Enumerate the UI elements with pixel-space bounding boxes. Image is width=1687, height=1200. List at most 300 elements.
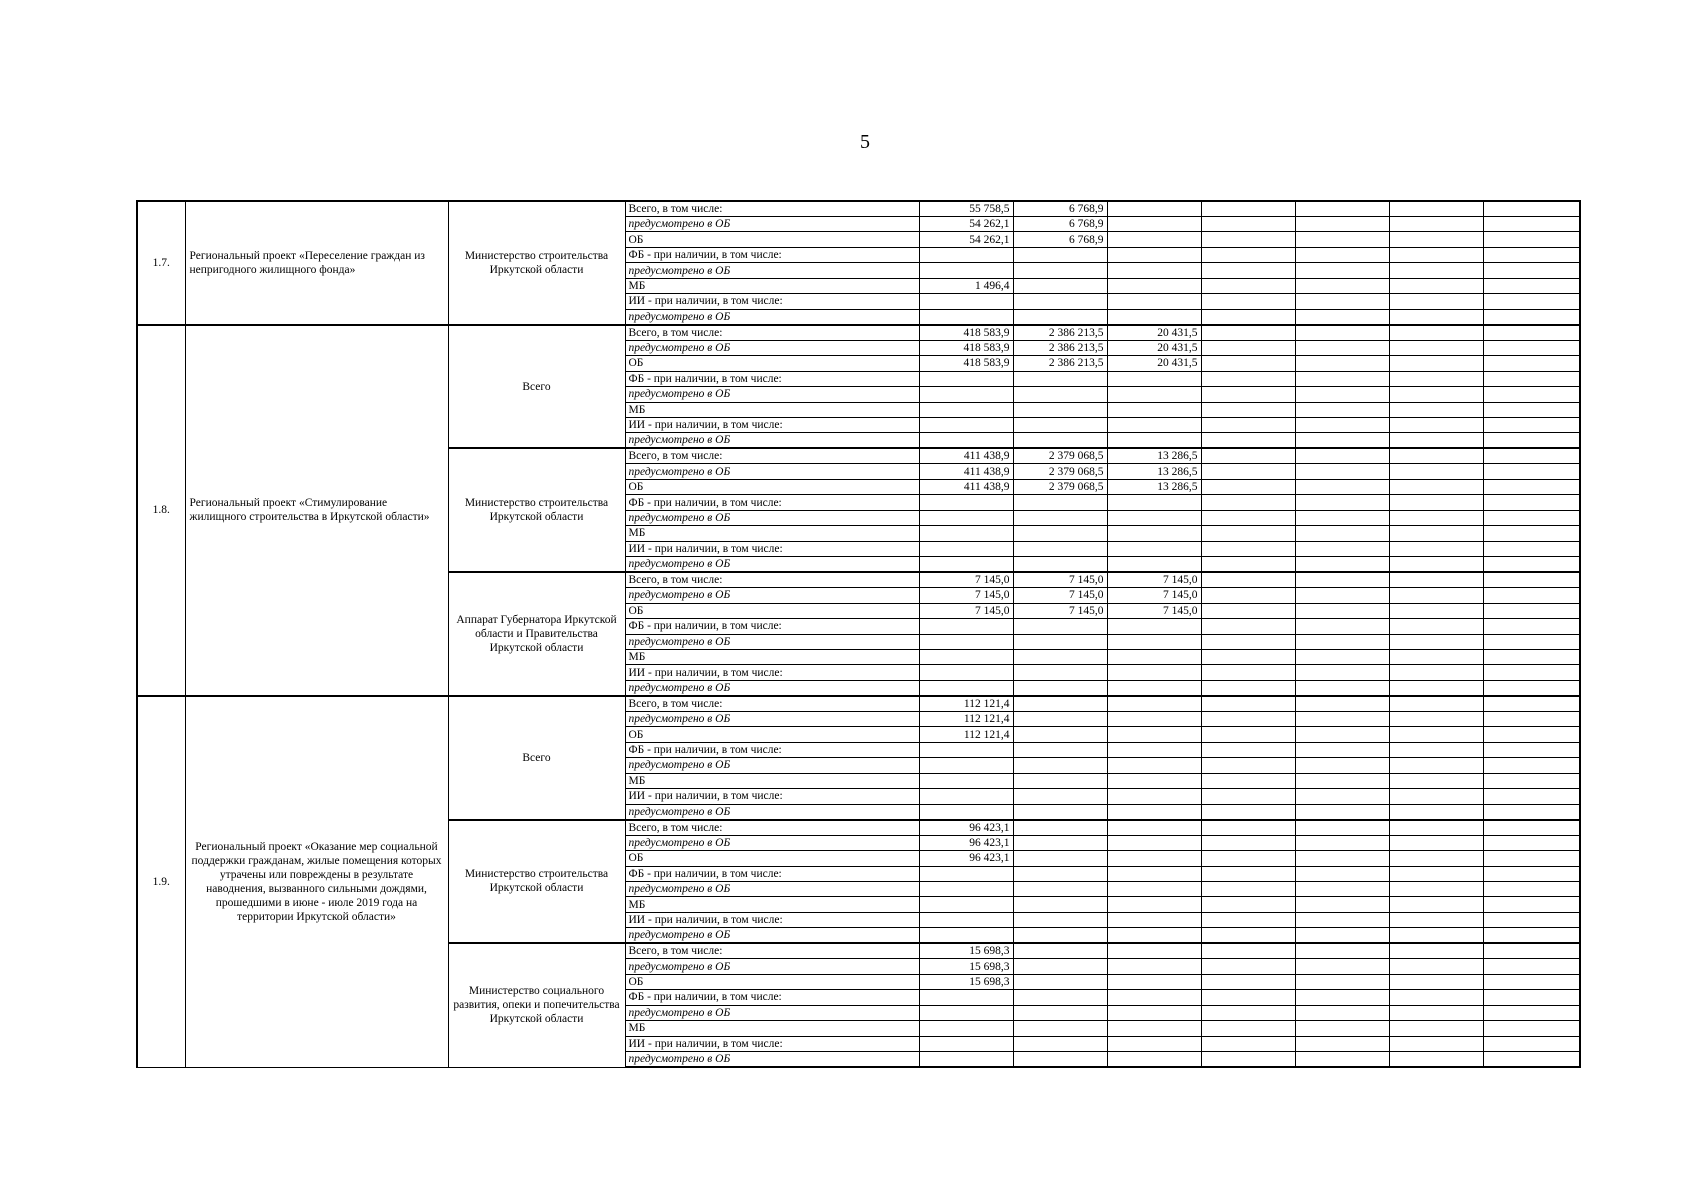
empty-cell (1295, 990, 1389, 1005)
empty-cell (1483, 247, 1580, 262)
amount-cell (1107, 263, 1201, 278)
funding-source: предусмотрено в ОБ (625, 804, 919, 820)
empty-cell (1483, 495, 1580, 510)
empty-cell (1483, 619, 1580, 634)
empty-cell (1201, 1021, 1295, 1036)
amount-cell (1013, 402, 1107, 417)
empty-cell (1201, 232, 1295, 247)
empty-cell (1295, 974, 1389, 989)
empty-cell (1201, 866, 1295, 881)
empty-cell (1201, 510, 1295, 525)
empty-cell (1483, 387, 1580, 402)
amount-cell (919, 1005, 1013, 1020)
empty-cell (1389, 201, 1483, 217)
empty-cell (1201, 804, 1295, 820)
amount-cell (1107, 943, 1201, 959)
amount-cell: 96 423,1 (919, 835, 1013, 850)
funding-source: предусмотрено в ОБ (625, 1005, 919, 1020)
amount-cell (1013, 990, 1107, 1005)
empty-cell (1389, 356, 1483, 371)
amount-cell (1107, 1052, 1201, 1068)
empty-cell (1201, 448, 1295, 464)
amount-cell: 55 758,5 (919, 201, 1013, 217)
empty-cell (1483, 634, 1580, 649)
amount-cell (1107, 742, 1201, 757)
amount-cell (1013, 851, 1107, 866)
empty-cell (1483, 340, 1580, 355)
funding-source: предусмотрено в ОБ (625, 464, 919, 479)
empty-cell (1389, 804, 1483, 820)
empty-cell (1295, 680, 1389, 696)
empty-cell (1483, 448, 1580, 464)
funding-source: предусмотрено в ОБ (625, 510, 919, 525)
empty-cell (1483, 959, 1580, 974)
empty-cell (1295, 1036, 1389, 1051)
amount-cell: 20 431,5 (1107, 340, 1201, 355)
funding-source: ОБ (625, 727, 919, 742)
empty-cell (1483, 526, 1580, 541)
empty-cell (1389, 727, 1483, 742)
empty-cell (1201, 294, 1295, 309)
empty-cell (1201, 247, 1295, 262)
empty-cell (1201, 928, 1295, 944)
empty-cell (1389, 711, 1483, 726)
amount-cell: 2 379 068,5 (1013, 448, 1107, 464)
funding-source: МБ (625, 773, 919, 788)
funding-source: ФБ - при наличии, в том числе: (625, 371, 919, 386)
amount-cell (1013, 634, 1107, 649)
empty-cell (1389, 665, 1483, 680)
item-number: 1.8. (137, 325, 185, 696)
amount-cell (1107, 619, 1201, 634)
empty-cell (1483, 263, 1580, 278)
empty-cell (1483, 773, 1580, 788)
empty-cell (1295, 325, 1389, 341)
empty-cell (1201, 309, 1295, 325)
amount-cell (919, 294, 1013, 309)
empty-cell (1201, 820, 1295, 836)
amount-cell: 96 423,1 (919, 851, 1013, 866)
empty-cell (1295, 510, 1389, 525)
empty-cell (1201, 649, 1295, 664)
amount-cell (919, 1036, 1013, 1051)
amount-cell (1107, 758, 1201, 773)
empty-cell (1201, 1036, 1295, 1051)
empty-cell (1201, 680, 1295, 696)
amount-cell (1013, 557, 1107, 573)
amount-cell (919, 557, 1013, 573)
empty-cell (1295, 433, 1389, 449)
empty-cell (1201, 526, 1295, 541)
empty-cell (1389, 820, 1483, 836)
amount-cell (1013, 758, 1107, 773)
empty-cell (1389, 526, 1483, 541)
amount-cell (919, 526, 1013, 541)
empty-cell (1389, 510, 1483, 525)
funding-source: ИИ - при наличии, в том числе: (625, 665, 919, 680)
empty-cell (1201, 325, 1295, 341)
amount-cell (1107, 232, 1201, 247)
empty-cell (1483, 541, 1580, 556)
empty-cell (1389, 495, 1483, 510)
empty-cell (1201, 851, 1295, 866)
funding-source: ФБ - при наличии, в том числе: (625, 247, 919, 262)
empty-cell (1389, 974, 1483, 989)
amount-cell (1107, 974, 1201, 989)
amount-cell (1107, 881, 1201, 896)
amount-cell: 112 121,4 (919, 696, 1013, 712)
amount-cell (1013, 387, 1107, 402)
empty-cell (1201, 881, 1295, 896)
empty-cell (1483, 789, 1580, 804)
amount-cell (919, 619, 1013, 634)
amount-cell: 13 286,5 (1107, 464, 1201, 479)
amount-cell: 2 379 068,5 (1013, 479, 1107, 494)
amount-cell (1013, 897, 1107, 912)
amount-cell (1013, 495, 1107, 510)
amount-cell: 20 431,5 (1107, 325, 1201, 341)
amount-cell: 20 431,5 (1107, 356, 1201, 371)
funding-source: Всего, в том числе: (625, 943, 919, 959)
empty-cell (1483, 742, 1580, 757)
amount-cell: 411 438,9 (919, 464, 1013, 479)
empty-cell (1483, 881, 1580, 896)
amount-cell (1107, 866, 1201, 881)
amount-cell (1013, 371, 1107, 386)
funding-source: предусмотрено в ОБ (625, 588, 919, 603)
amount-cell (1013, 943, 1107, 959)
empty-cell (1201, 387, 1295, 402)
empty-cell (1295, 402, 1389, 417)
amount-cell (1107, 680, 1201, 696)
empty-cell (1483, 1005, 1580, 1020)
amount-cell (1013, 526, 1107, 541)
funding-source: ФБ - при наличии, в том числе: (625, 495, 919, 510)
amount-cell (1107, 402, 1201, 417)
funding-source: ОБ (625, 974, 919, 989)
amount-cell (1107, 387, 1201, 402)
empty-cell (1483, 727, 1580, 742)
empty-cell (1295, 356, 1389, 371)
amount-cell (919, 1021, 1013, 1036)
empty-cell (1201, 773, 1295, 788)
empty-cell (1201, 665, 1295, 680)
empty-cell (1295, 959, 1389, 974)
empty-cell (1201, 897, 1295, 912)
funding-source: ФБ - при наличии, в том числе: (625, 990, 919, 1005)
empty-cell (1389, 278, 1483, 293)
amount-cell (1013, 665, 1107, 680)
funding-source: ОБ (625, 603, 919, 618)
empty-cell (1389, 572, 1483, 588)
empty-cell (1295, 711, 1389, 726)
amount-cell (1107, 649, 1201, 664)
amount-cell: 6 768,9 (1013, 232, 1107, 247)
empty-cell (1201, 217, 1295, 232)
empty-cell (1295, 526, 1389, 541)
empty-cell (1483, 943, 1580, 959)
responsible-executor: Министерство строительства Иркутской области (448, 201, 625, 325)
empty-cell (1201, 278, 1295, 293)
empty-cell (1389, 866, 1483, 881)
empty-cell (1389, 1021, 1483, 1036)
amount-cell (919, 804, 1013, 820)
empty-cell (1201, 557, 1295, 573)
amount-cell (1107, 928, 1201, 944)
empty-cell (1483, 1036, 1580, 1051)
amount-cell: 1 496,4 (919, 278, 1013, 293)
funding-source: Всего, в том числе: (625, 572, 919, 588)
amount-cell (1013, 309, 1107, 325)
funding-source: ИИ - при наличии, в том числе: (625, 789, 919, 804)
amount-cell (919, 649, 1013, 664)
funding-source: ФБ - при наличии, в том числе: (625, 866, 919, 881)
amount-cell: 6 768,9 (1013, 217, 1107, 232)
empty-cell (1295, 572, 1389, 588)
amount-cell (919, 742, 1013, 757)
empty-cell (1483, 835, 1580, 850)
empty-cell (1483, 680, 1580, 696)
amount-cell (919, 433, 1013, 449)
empty-cell (1389, 634, 1483, 649)
funding-source: Всего, в том числе: (625, 325, 919, 341)
empty-cell (1389, 387, 1483, 402)
empty-cell (1483, 510, 1580, 525)
empty-cell (1295, 773, 1389, 788)
amount-cell (919, 758, 1013, 773)
empty-cell (1201, 789, 1295, 804)
amount-cell (919, 417, 1013, 432)
table-row (137, 325, 1580, 341)
empty-cell (1295, 588, 1389, 603)
amount-cell (1107, 820, 1201, 836)
empty-cell (1389, 417, 1483, 432)
amount-cell (1107, 217, 1201, 232)
empty-cell (1483, 201, 1580, 217)
amount-cell (919, 541, 1013, 556)
amount-cell (1107, 278, 1201, 293)
amount-cell: 112 121,4 (919, 711, 1013, 726)
empty-cell (1483, 665, 1580, 680)
empty-cell (1295, 294, 1389, 309)
funding-source: ФБ - при наличии, в том числе: (625, 742, 919, 757)
amount-cell: 418 583,9 (919, 356, 1013, 371)
funding-source: ОБ (625, 479, 919, 494)
empty-cell (1201, 356, 1295, 371)
empty-cell (1295, 665, 1389, 680)
empty-cell (1201, 1052, 1295, 1068)
amount-cell (1013, 804, 1107, 820)
empty-cell (1389, 897, 1483, 912)
empty-cell (1201, 588, 1295, 603)
amount-cell (1013, 433, 1107, 449)
empty-cell (1483, 928, 1580, 944)
amount-cell: 13 286,5 (1107, 479, 1201, 494)
amount-cell (1107, 851, 1201, 866)
amount-cell: 7 145,0 (919, 588, 1013, 603)
responsible-executor: Министерство строительства Иркутской области (448, 448, 625, 572)
empty-cell (1295, 371, 1389, 386)
amount-cell: 15 698,3 (919, 943, 1013, 959)
empty-cell (1483, 309, 1580, 325)
empty-cell (1483, 758, 1580, 773)
amount-cell (1107, 294, 1201, 309)
funding-source: МБ (625, 278, 919, 293)
amount-cell (1107, 804, 1201, 820)
empty-cell (1295, 851, 1389, 866)
amount-cell (1107, 634, 1201, 649)
amount-cell (1013, 881, 1107, 896)
empty-cell (1295, 649, 1389, 664)
empty-cell (1295, 758, 1389, 773)
empty-cell (1389, 789, 1483, 804)
empty-cell (1201, 417, 1295, 432)
empty-cell (1295, 820, 1389, 836)
funding-source: ИИ - при наличии, в том числе: (625, 912, 919, 927)
empty-cell (1295, 943, 1389, 959)
empty-cell (1389, 928, 1483, 944)
funding-source: предусмотрено в ОБ (625, 387, 919, 402)
amount-cell (1107, 541, 1201, 556)
empty-cell (1295, 897, 1389, 912)
amount-cell: 7 145,0 (1107, 603, 1201, 618)
amount-cell (1013, 417, 1107, 432)
empty-cell (1483, 557, 1580, 573)
empty-cell (1389, 912, 1483, 927)
amount-cell (1107, 417, 1201, 432)
empty-cell (1389, 742, 1483, 757)
funding-source: предусмотрено в ОБ (625, 340, 919, 355)
empty-cell (1483, 1021, 1580, 1036)
empty-cell (1389, 773, 1483, 788)
empty-cell (1483, 278, 1580, 293)
amount-cell: 7 145,0 (1013, 588, 1107, 603)
amount-cell (1107, 247, 1201, 262)
table-row (137, 201, 1580, 217)
empty-cell (1201, 263, 1295, 278)
funding-source: МБ (625, 402, 919, 417)
amount-cell (1013, 773, 1107, 788)
funding-source: Всего, в том числе: (625, 201, 919, 217)
empty-cell (1295, 464, 1389, 479)
funding-source: предусмотрено в ОБ (625, 881, 919, 896)
amount-cell (1013, 820, 1107, 836)
empty-cell (1389, 588, 1483, 603)
empty-cell (1295, 541, 1389, 556)
empty-cell (1483, 603, 1580, 618)
empty-cell (1389, 448, 1483, 464)
amount-cell (1013, 974, 1107, 989)
empty-cell (1483, 402, 1580, 417)
empty-cell (1389, 325, 1483, 341)
amount-cell (1107, 510, 1201, 525)
empty-cell (1295, 619, 1389, 634)
funding-source: предусмотрено в ОБ (625, 711, 919, 726)
funding-source: предусмотрено в ОБ (625, 959, 919, 974)
empty-cell (1295, 928, 1389, 944)
empty-cell (1201, 201, 1295, 217)
budget-table (136, 200, 1581, 1068)
amount-cell (919, 912, 1013, 927)
amount-cell (919, 402, 1013, 417)
amount-cell (919, 866, 1013, 881)
empty-cell (1201, 572, 1295, 588)
empty-cell (1389, 294, 1483, 309)
amount-cell (919, 309, 1013, 325)
empty-cell (1295, 417, 1389, 432)
funding-source: ИИ - при наличии, в том числе: (625, 541, 919, 556)
empty-cell (1295, 340, 1389, 355)
empty-cell (1295, 603, 1389, 618)
empty-cell (1483, 294, 1580, 309)
empty-cell (1389, 959, 1483, 974)
project-name: Региональный проект «Стимулирование жилищного строительства в Иркутской области» (185, 325, 448, 696)
funding-source: МБ (625, 526, 919, 541)
empty-cell (1295, 387, 1389, 402)
empty-cell (1295, 448, 1389, 464)
funding-source: предусмотрено в ОБ (625, 263, 919, 278)
empty-cell (1295, 866, 1389, 881)
empty-cell (1483, 325, 1580, 341)
amount-cell (1107, 371, 1201, 386)
responsible-executor: Министерство строительства Иркутской области (448, 820, 625, 944)
amount-cell (919, 387, 1013, 402)
empty-cell (1483, 433, 1580, 449)
empty-cell (1201, 990, 1295, 1005)
amount-cell (1013, 247, 1107, 262)
empty-cell (1389, 247, 1483, 262)
responsible-executor: Министерство социального развития, опеки и попечительства Иркутской области (448, 943, 625, 1067)
empty-cell (1295, 479, 1389, 494)
amount-cell (1107, 309, 1201, 325)
amount-cell (1107, 835, 1201, 850)
empty-cell (1389, 603, 1483, 618)
amount-cell: 2 386 213,5 (1013, 325, 1107, 341)
amount-cell (1107, 433, 1201, 449)
empty-cell (1389, 541, 1483, 556)
amount-cell (1013, 727, 1107, 742)
amount-cell (1107, 495, 1201, 510)
empty-cell (1389, 1036, 1483, 1051)
empty-cell (1483, 1052, 1580, 1068)
empty-cell (1295, 727, 1389, 742)
funding-source: предусмотрено в ОБ (625, 634, 919, 649)
empty-cell (1483, 711, 1580, 726)
amount-cell (1013, 742, 1107, 757)
empty-cell (1295, 309, 1389, 325)
project-name: Региональный проект «Переселение граждан из непригодного жилищного фонда» (185, 201, 448, 325)
amount-cell: 54 262,1 (919, 217, 1013, 232)
amount-cell (919, 263, 1013, 278)
empty-cell (1483, 897, 1580, 912)
amount-cell (1107, 897, 1201, 912)
amount-cell: 6 768,9 (1013, 201, 1107, 217)
empty-cell (1201, 603, 1295, 618)
funding-source: предусмотрено в ОБ (625, 1052, 919, 1068)
amount-cell (919, 990, 1013, 1005)
empty-cell (1201, 464, 1295, 479)
empty-cell (1483, 371, 1580, 386)
amount-cell (1013, 541, 1107, 556)
empty-cell (1201, 340, 1295, 355)
amount-cell: 2 379 068,5 (1013, 464, 1107, 479)
funding-source: ИИ - при наличии, в том числе: (625, 417, 919, 432)
empty-cell (1389, 309, 1483, 325)
empty-cell (1389, 263, 1483, 278)
empty-cell (1389, 835, 1483, 850)
amount-cell (1107, 665, 1201, 680)
empty-cell (1295, 278, 1389, 293)
